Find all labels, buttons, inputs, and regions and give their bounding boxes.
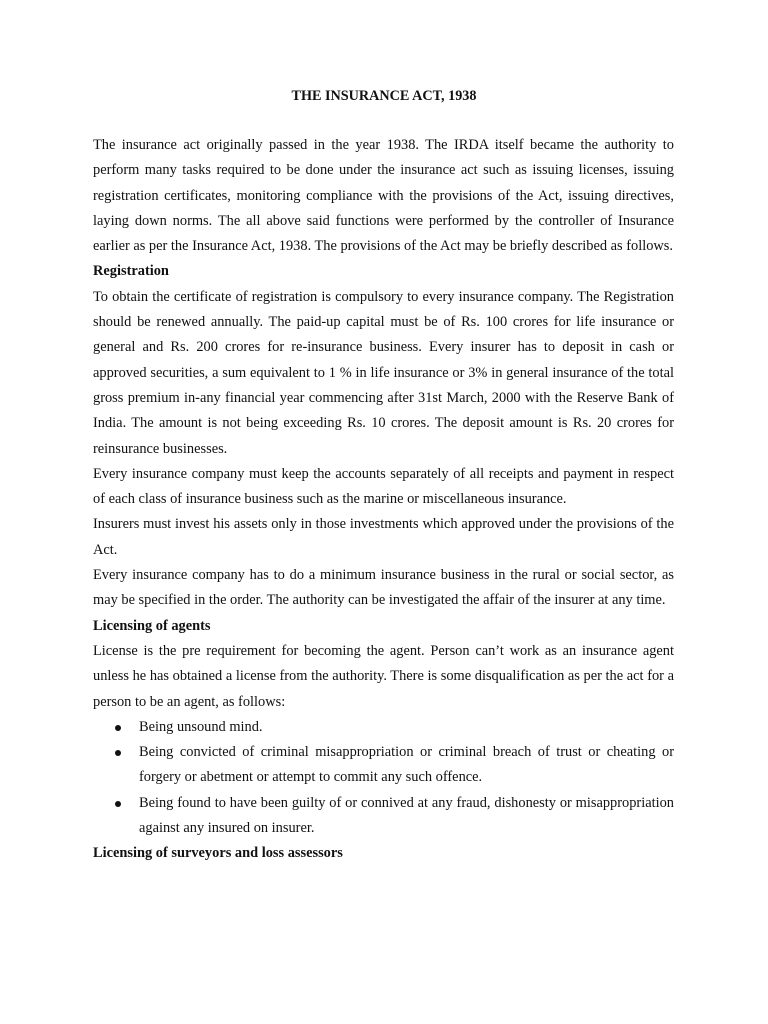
surveyors-heading: Licensing of surveyors and loss assessors bbox=[93, 845, 343, 862]
list-item-text: Being unsound mind. bbox=[139, 718, 263, 735]
list-item bbox=[93, 715, 674, 740]
bullet-icon bbox=[115, 801, 121, 807]
registration-paragraph-2: Every insurance company must keep the accounts separately of all receipts and payment in respect of each class of insurance business such as the marine or miscellaneous insurance. bbox=[93, 465, 674, 508]
agents-heading: Licensing of agents bbox=[93, 617, 211, 634]
bullet-icon bbox=[115, 750, 121, 756]
disqualification-list bbox=[93, 715, 674, 841]
intro-paragraph: The insurance act originally passed in the year 1938. The IRDA itself became the authority to perform many tasks required to be done under the insurance act such as issuing licenses, issuing registration certificates, monitoring compliance with the provisions of the Act, issuing directives, laying down norms. The all above said functions were performed by the controller of Insurance earlier as per the Insurance Act, 1938. The provisions of the Act may be briefly described as follows. bbox=[93, 137, 674, 255]
registration-paragraph-3: Insurers must invest his assets only in those investments which approved under the provisions of the Act. bbox=[93, 516, 674, 558]
list-item-text: Being found to have been guilty of or connived at any fraud, dishonesty or misappropriation against any insured on insurer. bbox=[139, 794, 674, 837]
list-item bbox=[93, 740, 674, 791]
registration-paragraph-1: To obtain the certificate of registration is compulsory to every insurance company. The Registration should be renewed annually. The paid-up capital must be of Rs. 100 crores for life insurance or general and Rs. 200 crores for re-insurance business. Every insurer has to deposit in cash or approved securities, a sum equivalent to 1 % in life insurance or 3% in general insurance of the total gross premium in-any financial year commencing after 31st March, 2000 with the Reserve Bank of India. The amount is not being exceeding Rs. 10 crores. The deposit amount is Rs. 20 crores for reinsurance businesses. bbox=[93, 288, 674, 457]
list-item bbox=[93, 791, 674, 842]
registration-paragraph-4: Every insurance company has to do a minimum insurance business in the rural or social sector, as may be specified in the order. The authority can be investigated the affair of the insurer at any time. bbox=[93, 567, 674, 609]
registration-heading: Registration bbox=[93, 263, 169, 280]
document-body bbox=[93, 133, 674, 867]
document-title: THE INSURANCE ACT, 1938 bbox=[291, 88, 477, 104]
bullet-icon bbox=[115, 725, 121, 731]
list-item-text: Being convicted of criminal misappropriation or criminal breach of trust or cheating or forgery or abetment or attempt to commit any such offence. bbox=[139, 744, 674, 786]
agents-paragraph: License is the pre requirement for becoming the agent. Person can’t work as an insurance agent unless he has obtained a license from the authority. There is some disqualification as per the act for a person to be an agent, as follows: bbox=[93, 642, 674, 710]
